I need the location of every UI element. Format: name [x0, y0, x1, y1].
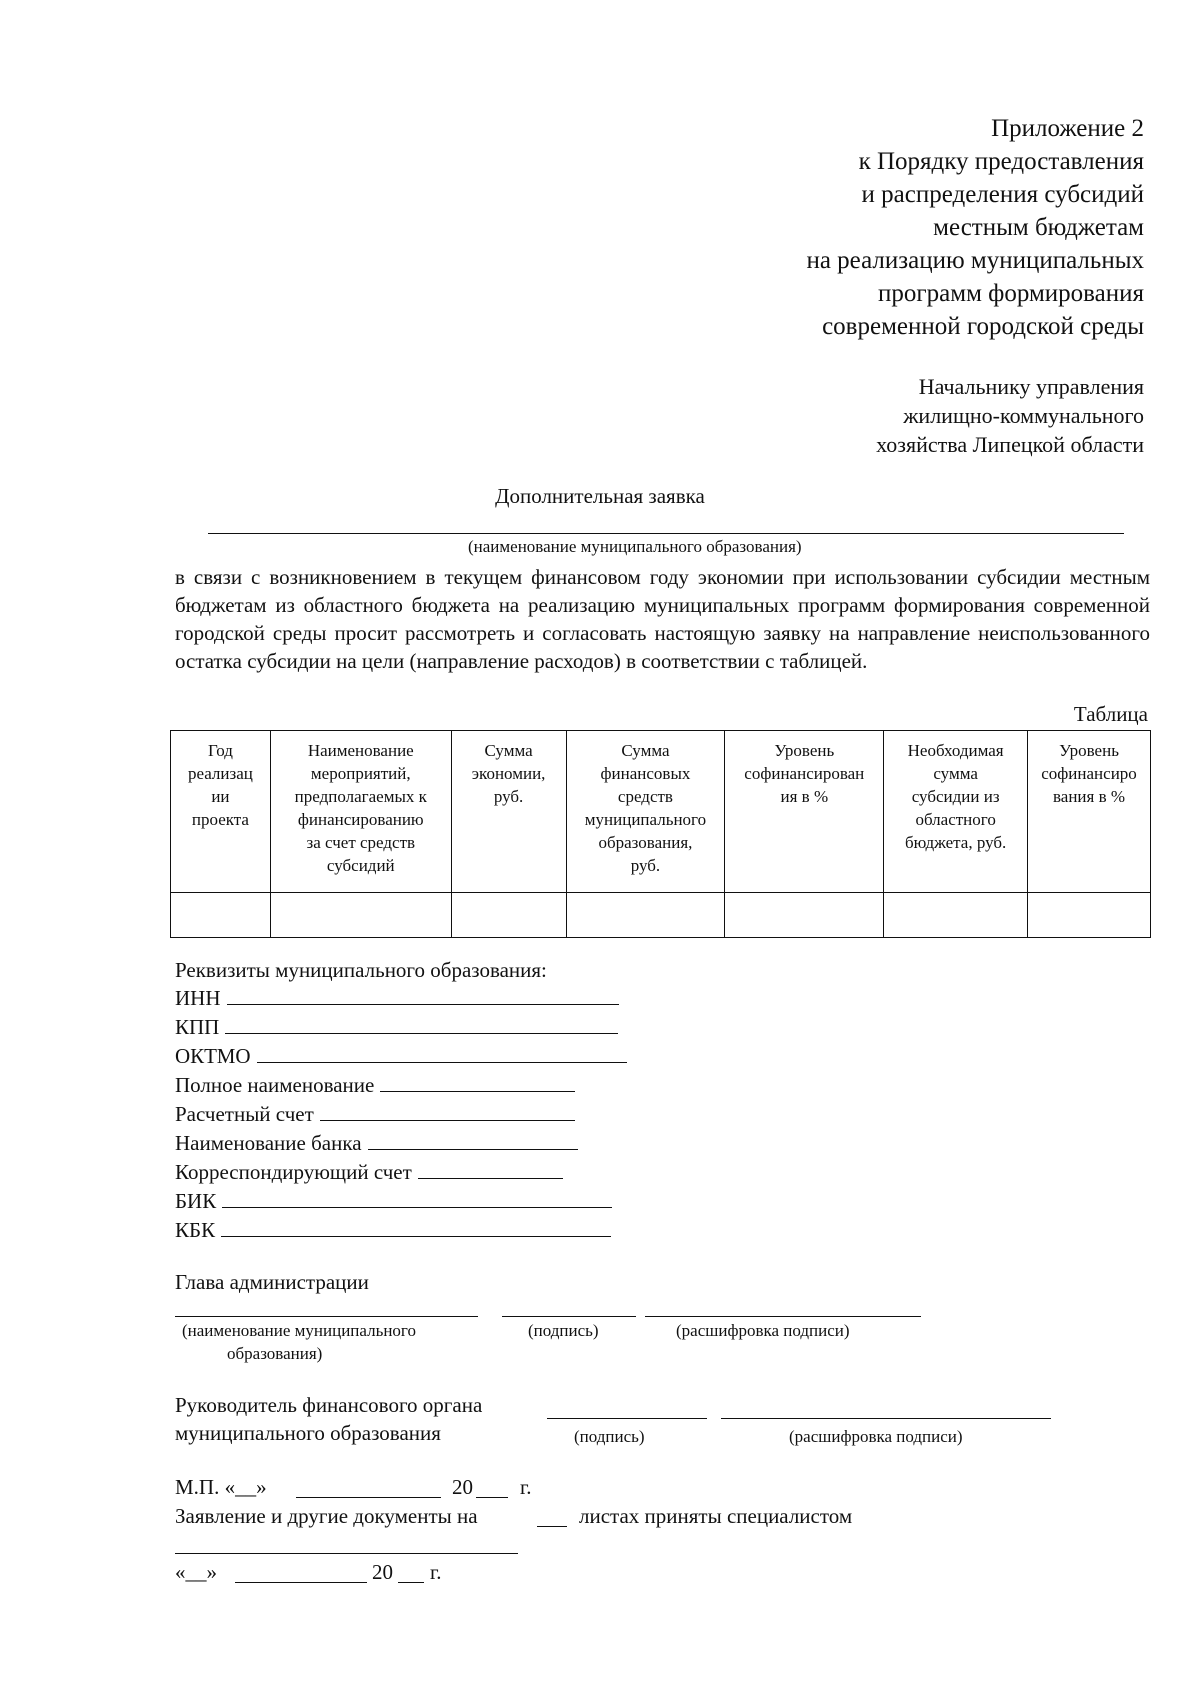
table-cell[interactable]	[884, 893, 1028, 938]
final-date-month-line[interactable]	[235, 1582, 367, 1583]
col-header-required-subsidy	[884, 731, 1028, 893]
col-header-line: финансовых	[600, 764, 691, 783]
requisite-corr-account	[175, 1160, 563, 1185]
appendix-line: местным бюджетам	[933, 214, 1144, 241]
requisite-kpp	[175, 1015, 618, 1040]
col-header-line: софинансирован	[744, 764, 865, 783]
col-header-line: Сумма	[484, 741, 533, 760]
requisite-input-line[interactable]	[257, 1044, 627, 1063]
col-header-line: образования,	[598, 833, 693, 852]
requisite-inn	[175, 986, 619, 1011]
appendix-line: к Порядку предоставления	[858, 148, 1144, 175]
municipality-name-line	[208, 533, 1124, 534]
requisite-label: КБК	[175, 1218, 216, 1242]
head-admin-signature-line[interactable]	[502, 1316, 636, 1317]
table-cell[interactable]	[1028, 893, 1151, 938]
col-header-line: экономии,	[471, 764, 546, 783]
table-cell[interactable]	[171, 893, 271, 938]
final-date-year-line[interactable]	[398, 1582, 424, 1583]
table-cell[interactable]	[566, 893, 725, 938]
requisite-input-line[interactable]	[225, 1015, 618, 1034]
requisites-title: Реквизиты муниципального образования:	[175, 958, 547, 982]
specialist-line[interactable]	[175, 1553, 518, 1554]
document-title: Дополнительная заявка	[495, 484, 705, 508]
col-header-line: руб.	[630, 856, 661, 875]
col-header-line: средств	[617, 787, 673, 806]
appendix-header	[806, 112, 1144, 343]
requisite-account	[175, 1102, 575, 1127]
col-header-line: ия в %	[780, 787, 829, 806]
requisite-label: Корреспондирующий счет	[175, 1160, 412, 1184]
col-header-savings	[451, 731, 566, 893]
col-header-line: субсидий	[326, 856, 395, 875]
requisite-label: КПП	[175, 1015, 220, 1039]
col-header-activities	[270, 731, 451, 893]
body-paragraph: в связи с возникновением в текущем финансовом году экономии при использовании субсидии местным бюджетам из областного бюджета на реализацию муниципальных программ формирования современной городской среды просит рассмотреть и согласовать настоящую заявку на направление неиспользованного остатка субсидии на цели (направление расходов) в соответствии с таблицей.	[175, 565, 1150, 673]
col-header-line: Уровень	[1059, 741, 1119, 760]
col-header-line: бюджета, руб.	[904, 833, 1007, 852]
head-admin-caption-name: (наименование муниципального	[182, 1321, 416, 1340]
requisite-input-line[interactable]	[227, 986, 619, 1005]
appendix-line: современной городской среды	[822, 313, 1144, 340]
requisite-input-line[interactable]	[418, 1160, 563, 1179]
final-date-year: 20	[372, 1560, 393, 1584]
table-row	[171, 893, 1151, 938]
requisite-input-line[interactable]	[222, 1189, 612, 1208]
addressee-line: хозяйства Липецкой области	[876, 432, 1144, 457]
requisite-label: ОКТМО	[175, 1044, 251, 1068]
col-header-line: софинансиро	[1041, 764, 1137, 783]
table-header-row	[171, 731, 1151, 893]
col-header-line: Год	[207, 741, 233, 760]
finance-head-decode-line[interactable]	[721, 1418, 1051, 1419]
head-admin-name-line[interactable]	[175, 1316, 478, 1317]
requisite-label: ИНН	[175, 986, 221, 1010]
requisite-input-line[interactable]	[320, 1102, 575, 1121]
addressee	[876, 372, 1144, 459]
requisite-label: Расчетный счет	[175, 1102, 314, 1126]
head-admin-label: Глава администрации	[175, 1270, 369, 1294]
col-header-line: сумма	[933, 764, 978, 783]
stamp-date-month-line[interactable]	[296, 1497, 441, 1498]
head-admin-caption-decode: (расшифровка подписи)	[676, 1321, 850, 1340]
table-cell[interactable]	[270, 893, 451, 938]
appendix-line: и распределения субсидий	[861, 181, 1144, 208]
table-label: Таблица	[1073, 702, 1148, 726]
accepted-pages-line[interactable]	[537, 1526, 567, 1527]
table-cell[interactable]	[451, 893, 566, 938]
col-header-line: мероприятий,	[310, 764, 411, 783]
requisite-full-name	[175, 1073, 575, 1098]
col-header-line: за счет средств	[306, 833, 416, 852]
col-header-line: руб.	[493, 787, 524, 806]
col-header-line: финансированию	[297, 810, 424, 829]
table-cell[interactable]	[725, 893, 884, 938]
col-header-line: субсидии из	[911, 787, 1000, 806]
requisite-oktmo	[175, 1044, 627, 1069]
requisite-label: Полное наименование	[175, 1073, 375, 1097]
col-header-line: муниципального	[584, 810, 707, 829]
head-admin-decode-line[interactable]	[645, 1316, 921, 1317]
requisite-label: Наименование банка	[175, 1131, 362, 1155]
finance-head-label-1: Руководитель финансового органа	[175, 1393, 483, 1417]
stamp-year: 20	[452, 1475, 473, 1499]
appendix-line: на реализацию муниципальных	[806, 247, 1144, 274]
requisite-input-line[interactable]	[368, 1131, 578, 1150]
col-header-line: Необходимая	[907, 741, 1004, 760]
stamp-mp: М.П. «__»	[175, 1475, 267, 1499]
requisite-bank	[175, 1131, 578, 1156]
col-header-line: Сумма	[621, 741, 670, 760]
col-header-line: Уровень	[774, 741, 835, 760]
requisite-input-line[interactable]	[221, 1218, 611, 1237]
requisite-input-line[interactable]	[380, 1073, 575, 1092]
finance-head-signature-line[interactable]	[547, 1418, 707, 1419]
head-admin-caption-signature: (подпись)	[528, 1321, 599, 1340]
municipality-caption: (наименование муниципального образования)	[468, 537, 802, 556]
head-admin-caption-name-2: образования)	[227, 1344, 323, 1363]
finance-head-label-2: муниципального образования	[175, 1421, 441, 1445]
stamp-year-suffix: г.	[520, 1475, 532, 1499]
col-header-line: предполагаемых к	[294, 787, 427, 806]
appendix-line: программ формирования	[878, 280, 1144, 307]
col-header-line: реализац	[187, 764, 253, 783]
stamp-year-line[interactable]	[476, 1497, 508, 1498]
addressee-line: жилищно-коммунального	[903, 403, 1144, 428]
final-date-year-suffix: г.	[430, 1560, 442, 1584]
requisite-bik	[175, 1189, 612, 1214]
requisite-kbk	[175, 1218, 611, 1243]
addressee-line: Начальнику управления	[918, 374, 1144, 399]
col-header-line: Наименование	[307, 741, 414, 760]
accepted-text-after: листах приняты специалистом	[579, 1504, 853, 1528]
subsidy-table	[170, 730, 1151, 938]
final-date-open: «__»	[175, 1560, 217, 1584]
col-header-year	[171, 731, 271, 893]
col-header-line: областного	[915, 810, 996, 829]
finance-head-caption-signature: (подпись)	[574, 1427, 645, 1446]
col-header-municipal-funds	[566, 731, 725, 893]
requisite-label: БИК	[175, 1189, 217, 1213]
appendix-line: Приложение 2	[991, 115, 1144, 142]
finance-head-caption-decode: (расшифровка подписи)	[789, 1427, 963, 1446]
col-header-line: ии	[211, 787, 230, 806]
col-header-line: проекта	[191, 810, 249, 829]
col-header-cofinancing-level	[725, 731, 884, 893]
col-header-cofinancing-level-2	[1028, 731, 1151, 893]
accepted-text-before: Заявление и другие документы на	[175, 1504, 478, 1528]
col-header-line: вания в %	[1052, 787, 1126, 806]
